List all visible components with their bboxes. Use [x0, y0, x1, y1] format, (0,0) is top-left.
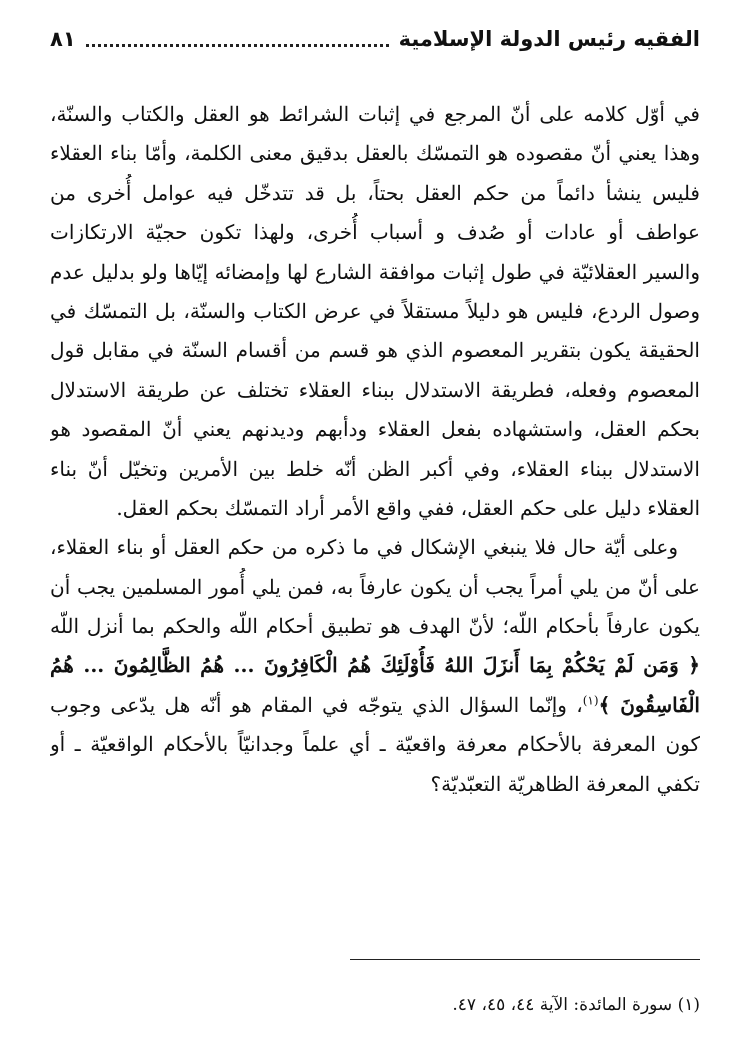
text-line: وعلى أيّة حال فلا ينبغي الإشكال في ما ذكره من حكم العقل أو بناء العقلاء،: [50, 535, 678, 560]
running-header: [50, 22, 700, 56]
text-line: بحكم العقل، واستشهاده بفعل العقلاء ودأبهم وديدنهم يعني أنّ المقصود هو: [50, 417, 700, 442]
quran-verse-end: الْفَاسِقُونَ ﴾: [598, 692, 700, 717]
footnote: (١) سورة المائدة: الآية ٤٤، ٤٥، ٤٧.: [452, 995, 700, 1015]
text-line: والسير العقلائيّة في طول إثبات موافقة الشارع لها وإمضائه إيّاها ولو بدليل عدم: [50, 259, 700, 284]
footnote-marker: (١): [582, 693, 599, 708]
book-page: [50, 22, 700, 1032]
text-line: الحقيقة يكون بتقرير المعصوم الذي هو قسم من أقسام السنّة في مقابل قول: [50, 338, 700, 363]
text-line: يكون عارفاً بأحكام اللّه؛ لأنّ الهدف هو تطبيق أحكام اللّه والحكم بما أنزل اللّه: [50, 614, 700, 639]
footnote-separator: [350, 959, 700, 960]
text-line: وهذا يعني أنّ مقصوده هو التمسّك بالعقل بدقيق معنى الكلمة، وأمّا بناء العقلاء: [50, 141, 700, 166]
quran-verse-line: ﴿ وَمَن لَمْ يَحْكُمْ بِمَا أَنزَلَ اللهُ فَأُوْلَئِكَ هُمُ الْكَافِرُونَ ... هُمُ الظَّالِمُونَ ... هُمُ: [50, 653, 700, 678]
page-body: [50, 95, 700, 804]
text-line: المعصوم وفعله، فطريقة الاستدلال ببناء العقلاء تختلف عن طريقة الاستدلال: [50, 377, 700, 402]
paragraph-2: [50, 528, 700, 804]
text-run: ، وإنّما السؤال الذي يتوجّه في المقام هو أنّه هل يدّعى وجوب: [50, 692, 583, 717]
dotted-leader: [86, 44, 389, 47]
text-line: فليس ينشأ دائماً من حكم العقل بحتاً، بل قد تتدخّل فيه عوامل أُخرى من: [50, 180, 700, 205]
text-line: تكفي المعرفة الظاهريّة التعبّديّة؟: [430, 771, 700, 796]
running-header-title: الفقيه رئيس الدولة الإسلامية: [398, 27, 700, 51]
text-line: العقلاء دليل على حكم العقل، ففي واقع الأمر أراد التمسّك بحكم العقل.: [116, 495, 700, 520]
paragraph-1: [50, 95, 700, 528]
text-line: في أوّل كلامه على أنّ المرجع في إثبات الشرائط هو العقل والكتاب والسنّة،: [50, 102, 700, 126]
text-line: [50, 686, 700, 725]
text-line: وصول الردع، فليس هو دليلاً مستقلاً في عرض الكتاب والسنّة، بل التمسّك في: [50, 298, 700, 323]
text-line: على أنّ من يلي أمراً يجب أن يكون عارفاً به، فمن يلي أُمور المسلمين يجب أن: [50, 574, 700, 599]
page-number: ٨١: [50, 27, 76, 51]
text-line: كون المعرفة بالأحكام معرفة واقعيّة ـ أي علماً وجدانيّاً بالأحكام الواقعيّة ـ أو: [50, 732, 700, 757]
text-line: عواطف أو عادات أو صُدف و أسباب أُخرى، ولهذا تكون حجيّة الارتكازات: [50, 220, 700, 245]
text-line: الاستدلال ببناء العقلاء، وفي أكبر الظن أنّه خلط بين الأمرين وتخيّل أنّ بناء: [50, 456, 700, 481]
